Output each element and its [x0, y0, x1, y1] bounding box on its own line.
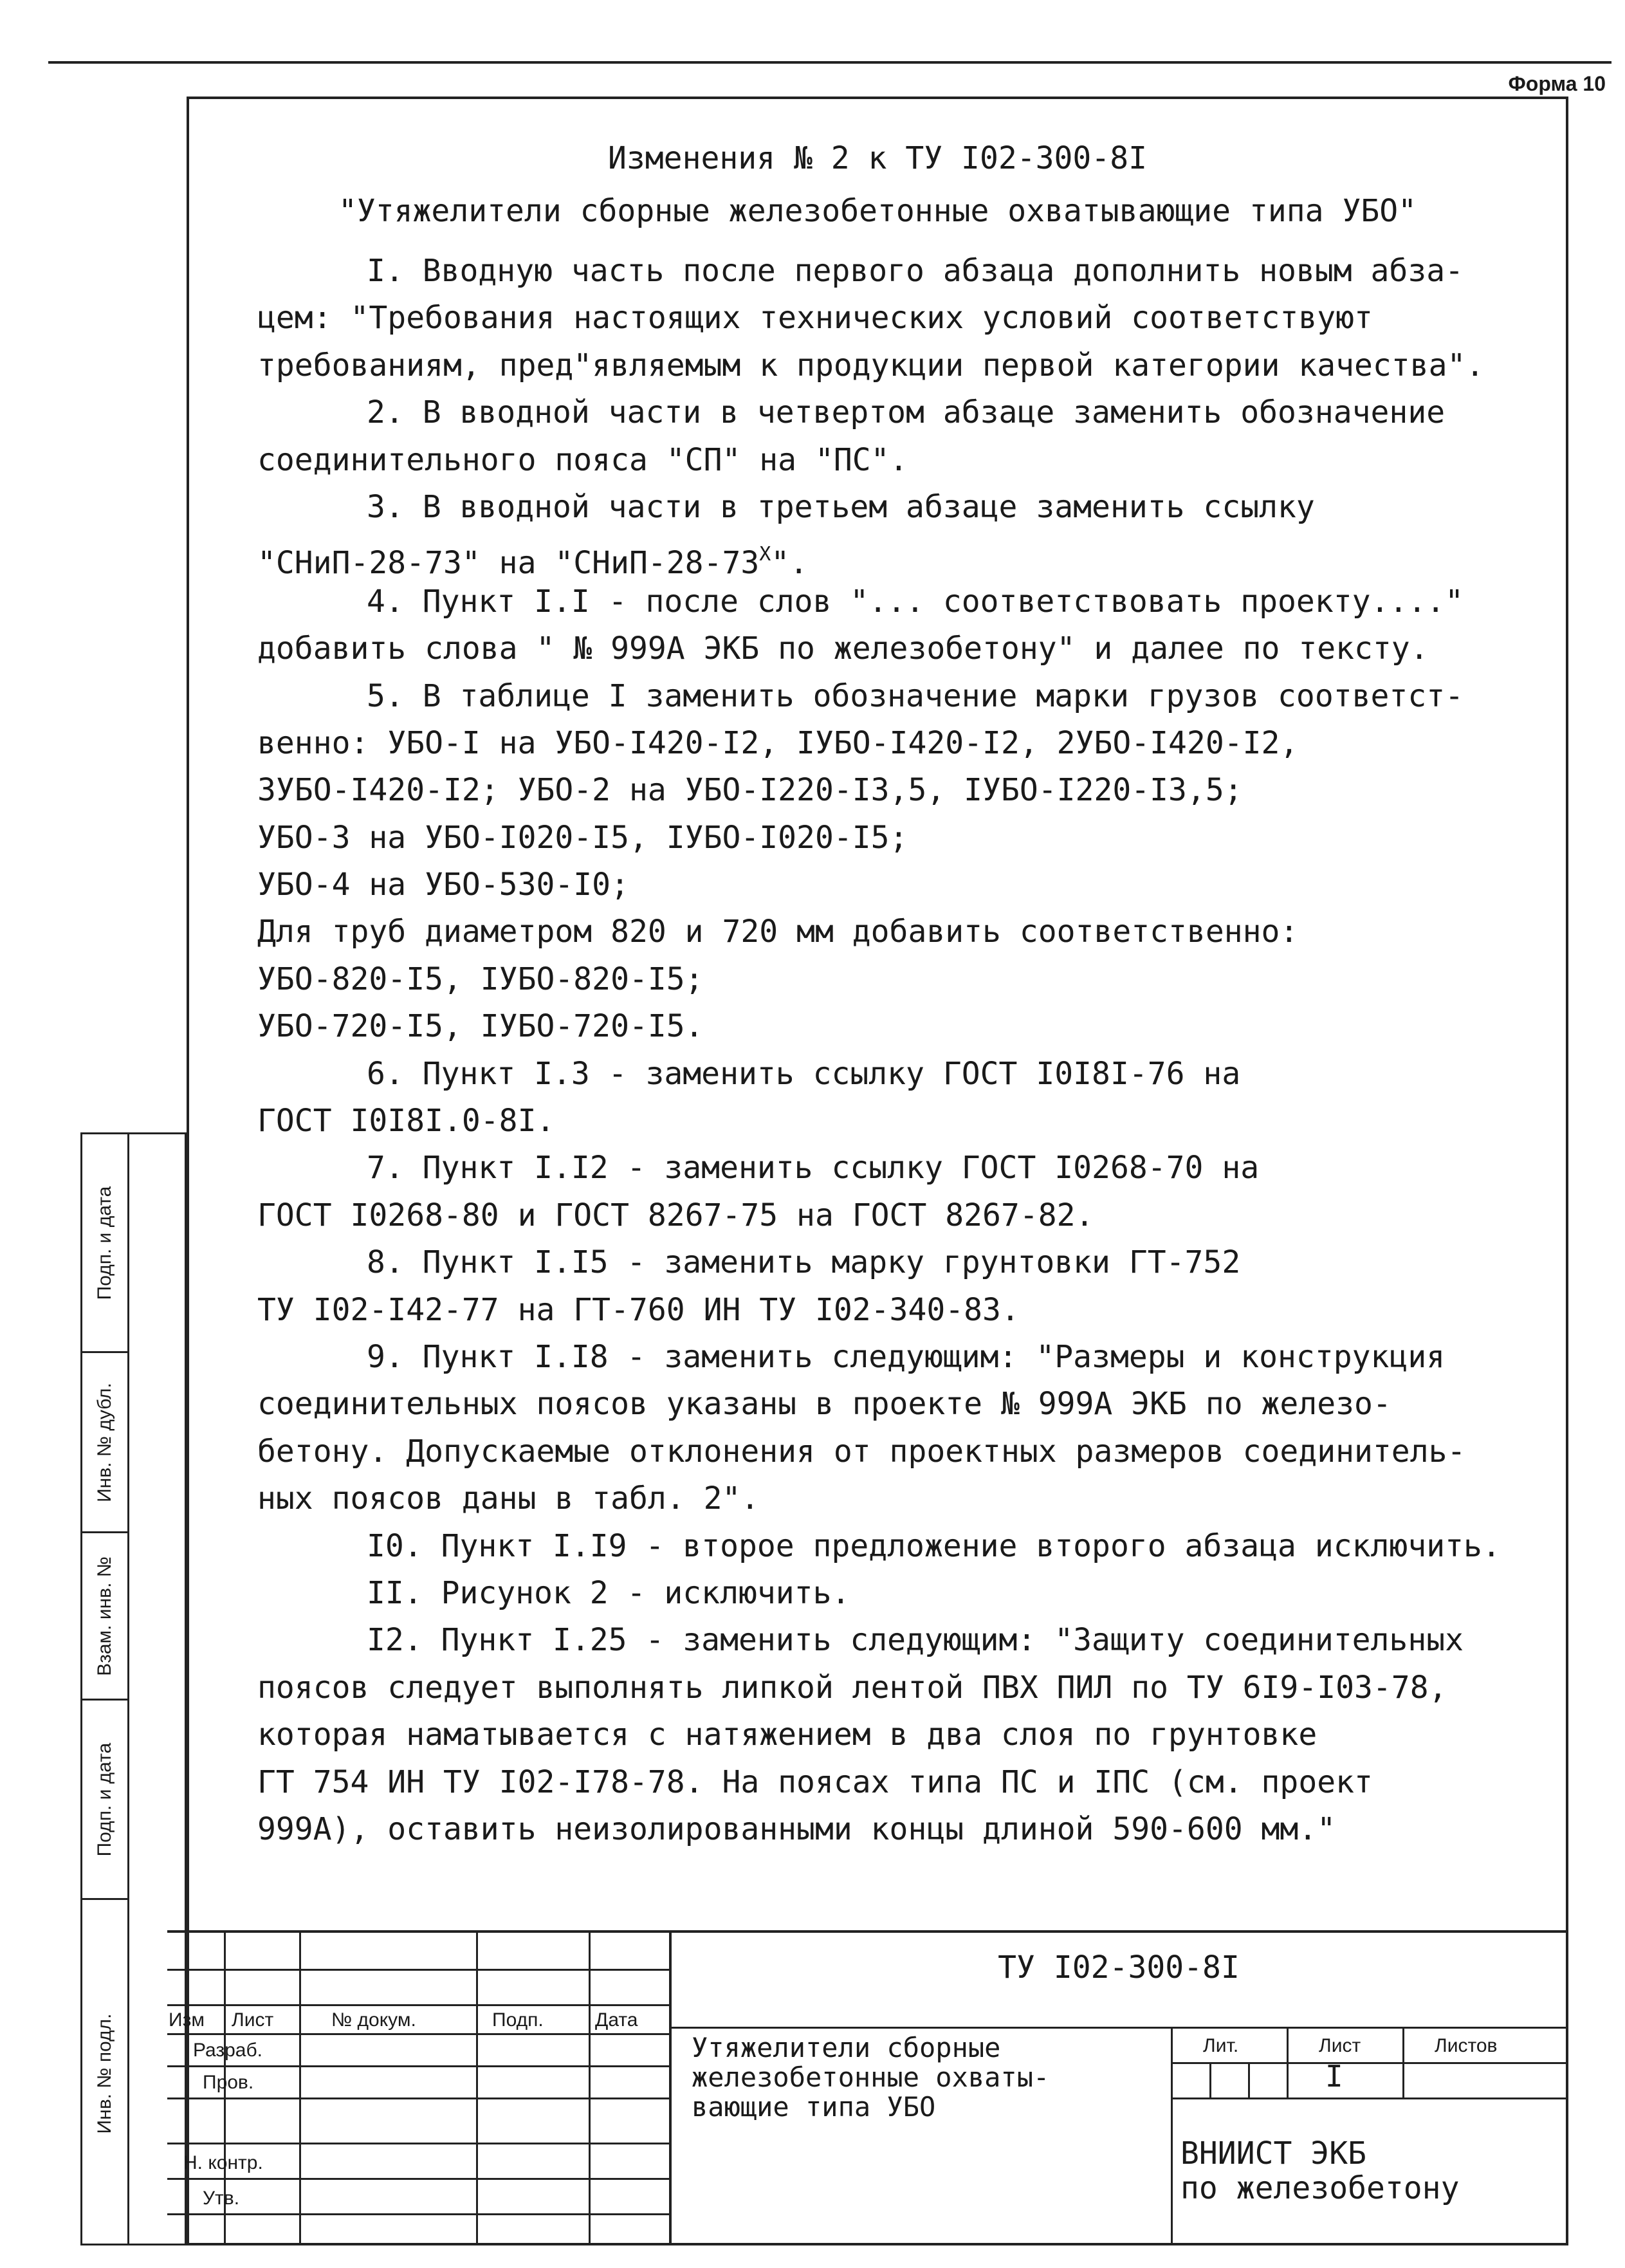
strip-divider	[127, 1134, 129, 2244]
text-line: 2. В вводной части в четвертом абзаце заменить обозначение	[367, 394, 1446, 431]
margin-label: Подп. и дата	[94, 1742, 115, 1856]
column-label: Подп.	[492, 2009, 544, 2031]
doc-title-block	[692, 2033, 1049, 2122]
role-label: Утв.	[203, 2188, 240, 2209]
text-line: I. Вводную часть после первого абзаца дополнить новым абза-	[367, 253, 1464, 289]
text-line: 8. Пункт I.I5 - заменить марку грунтовки ГТ-752	[367, 1244, 1241, 1281]
form-label: Форма 10	[1508, 72, 1606, 95]
text-fragment: "СНиП-28-73" на "СНиП-28-73	[257, 545, 760, 582]
text-line: ГОСТ I0268-80 и ГОСТ 8267-75 на ГОСТ 8267-82.	[257, 1197, 1094, 1233]
text-fragment: ".	[771, 545, 809, 582]
text-line: добавить слова " № 999А ЭКБ по железобетону" и далее по тексту.	[257, 631, 1429, 667]
text-line: I0. Пункт I.I9 - второе предложение второго абзаца исключить.	[367, 1527, 1501, 1564]
text-line: УБО-720-I5, IУБО-720-I5.	[257, 1008, 704, 1045]
grid-line	[1287, 2027, 1289, 2097]
text-line: I2. Пункт I.25 - заменить следующим: "Защиту соединительных	[367, 1622, 1464, 1659]
margin-cell	[82, 1134, 127, 1353]
margin-label: Подп. и дата	[94, 1186, 115, 1300]
role-label: Н. контр.	[183, 2152, 263, 2173]
text-line	[257, 531, 1538, 582]
superscript-mark: X	[759, 543, 771, 566]
text-line: цем: "Требования настоящих технических условий соответствуют	[257, 300, 1373, 337]
margin-label: Инв. № дубл.	[94, 1382, 115, 1502]
grid-line	[167, 1969, 669, 1971]
grid-line	[1171, 2027, 1173, 2245]
column-label: Изм	[169, 2009, 205, 2031]
grid-line	[167, 2178, 669, 2180]
grid-line	[299, 1930, 301, 2245]
title-block-rule	[669, 2027, 1568, 2029]
text-line: УБО-3 на УБО-I020-I5, IУБО-I020-I5;	[257, 819, 908, 856]
grid-line	[167, 2143, 669, 2144]
grid-line	[1171, 2097, 1568, 2099]
organization-line: по железобетону	[1180, 2170, 1460, 2206]
sheets-label: Листов	[1435, 2035, 1498, 2056]
grid-line	[1209, 2062, 1211, 2097]
role-label: Разраб.	[193, 2040, 263, 2061]
grid-line	[1402, 2027, 1404, 2097]
lit-label: Лит.	[1203, 2035, 1239, 2056]
text-line: бетону. Допускаемые отклонения от проектных размеров соединитель-	[257, 1433, 1466, 1470]
grid-line	[167, 2065, 669, 2067]
top-rule	[48, 61, 1611, 64]
text-line: 6. Пункт I.3 - заменить ссылку ГОСТ I0I8I-76 на	[367, 1055, 1241, 1092]
text-line: ГОСТ I0I8I.0-8I.	[257, 1103, 555, 1139]
text-line: 3УБО-I420-I2; УБО-2 на УБО-I220-I3,5, IУБО-I220-I3,5;	[257, 772, 1243, 809]
sheet-label: Лист	[1319, 2035, 1361, 2056]
organization-line: ВНИИСТ ЭКБ	[1180, 2135, 1366, 2171]
text-line: поясов следует выполнять липкой лентой ПВХ ПИЛ по ТУ 6I9-I03-78,	[257, 1669, 1447, 1706]
column-label: Лист	[232, 2009, 274, 2031]
text-line: 999А), оставить неизолированными концы длиной 590-600 мм."	[257, 1811, 1336, 1847]
text-line: УБО-4 на УБО-530-I0;	[257, 867, 629, 903]
text-line: ГТ 754 ИН ТУ I02-I78-78. На поясах типа ПС и IПС (см. проект	[257, 1764, 1373, 1800]
text-line: венно: УБО-I на УБО-I420-I2, IУБО-I420-I2, 2УБО-I420-I2,	[257, 724, 1299, 761]
text-line: УБО-820-I5, IУБО-820-I5;	[257, 961, 704, 997]
text-line: соединительного пояса "СП" на "ПС".	[257, 441, 908, 478]
text-line: Для труб диаметром 820 и 720 мм добавить соответственно:	[257, 914, 1299, 950]
text-line: 5. В таблице I заменить обозначение марки грузов соответст-	[367, 678, 1464, 714]
role-label: Пров.	[203, 2072, 254, 2093]
margin-label: Инв. № подл.	[94, 2013, 115, 2134]
body-text	[257, 248, 1538, 1853]
text-line: требованиям, пред"являемым к продукции первой категории качества".	[257, 347, 1485, 383]
text-line: 4. Пункт I.I - после слов "... соответствовать проекту...."	[367, 583, 1464, 620]
doc-title-line: вающие типа УБО	[692, 2091, 936, 2123]
column-label: Дата	[595, 2009, 638, 2031]
margin-cell	[82, 1900, 127, 2247]
text-line: 3. В вводной части в третьем абзаце заменить ссылку	[367, 488, 1315, 525]
grid-line	[1171, 2062, 1568, 2064]
text-line: ных поясов даны в табл. 2".	[257, 1480, 760, 1517]
text-line: 7. Пункт I.I2 - заменить ссылку ГОСТ I0268-70 на	[367, 1150, 1260, 1186]
doc-title-line: железобетонные охваты-	[692, 2061, 1050, 2093]
text-line: соединительных поясов указаны в проекте № 999А ЭКБ по железо-	[257, 1386, 1391, 1423]
doc-title-line: Утяжелители сборные	[692, 2032, 1001, 2063]
text-line: ТУ I02-I42-77 на ГТ-760 ИН ТУ I02-340-83.	[257, 1291, 1020, 1328]
margin-cell	[82, 1353, 127, 1533]
sheet-number: I	[1325, 2059, 1343, 2094]
grid-line	[167, 2033, 669, 2035]
grid-line	[589, 1930, 591, 2245]
text-line: которая наматывается с натяжением в два слоя по грунтовке	[257, 1717, 1317, 1753]
title-block-grid	[167, 1930, 669, 2245]
margin-cell	[82, 1701, 127, 1900]
grid-line	[1248, 2062, 1250, 2097]
organization	[1180, 2136, 1459, 2206]
document-subtitle: "Утяжелители сборные железобетонные охватывающие типа УБО"	[338, 193, 1417, 229]
margin-label: Взам. инв. №	[94, 1556, 115, 1676]
text-line: 9. Пункт I.I8 - заменить следующим: "Размеры и конструкция	[367, 1338, 1446, 1375]
grid-line	[476, 1930, 478, 2245]
text-line: II. Рисунок 2 - исключить.	[367, 1574, 850, 1611]
grid-line	[167, 2097, 669, 2099]
doc-code: ТУ I02-300-8I	[998, 1950, 1240, 1986]
grid-line	[167, 2213, 669, 2215]
document-title: Изменения № 2 к ТУ I02-300-8I	[607, 140, 1148, 176]
margin-cell	[82, 1533, 127, 1701]
grid-line	[167, 2004, 669, 2006]
column-label: № докум.	[331, 2009, 416, 2031]
